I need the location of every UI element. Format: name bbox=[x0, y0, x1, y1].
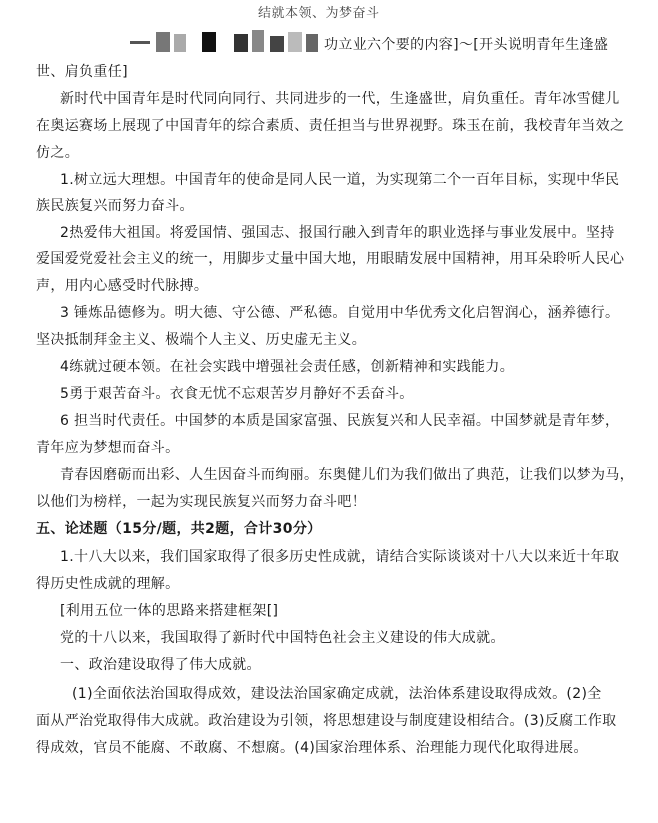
text-line: 青年应为梦想而奋斗。 bbox=[36, 440, 180, 456]
text-line: 世、肩负重任] bbox=[36, 64, 128, 80]
list-item: 2热爱伟大祖国。将爱国情、强国志、报国行融入到青年的职业选择与事业发展中。坚持 bbox=[60, 225, 615, 241]
text-line: 爱国爱党爱社会主义的统一，用脚步丈量中国大地，用眼睛发展中国精神，用耳朵聆听人民心 bbox=[36, 251, 625, 267]
text-line: 以他们为榜样，一起为实现民族复兴而努力奋斗吧！ bbox=[36, 494, 367, 510]
redaction-block bbox=[130, 30, 320, 54]
subsection-heading: 一、政治建设取得了伟大成就。 bbox=[60, 657, 261, 673]
list-item: 3 锤炼品德修为。明大德、守公德、严私德。自觉用中华优秀文化启智润心，涵养德行。 bbox=[60, 305, 620, 321]
section-heading: 五、论述题（15分/题，共2题，合计30分） bbox=[36, 521, 322, 537]
text-line: 面从严治党取得伟大成就。政治建设为引领，将思想建设与制度建设相结合。(3)反腐工作取 bbox=[36, 713, 617, 729]
text-line: 功立业六个要的内容]～[开头说明青年生逢盛 bbox=[324, 37, 609, 53]
question-text: 1.十八大以来，我们国家取得了很多历史性成就，请结合实际谈谈对十八大以来近十年取 bbox=[60, 549, 620, 565]
list-item: 5勇于艰苦奋斗。衣食无忧不忘艰苦岁月静好不丢奋斗。 bbox=[60, 386, 414, 402]
text-line: 坚决抵制拜金主义、极端个人主义、历史虚无主义。 bbox=[36, 332, 367, 348]
text-line: 得成效，官员不能腐、不敢腐、不想腐。(4)国家治理体系、治理能力现代化取得进展。 bbox=[36, 740, 588, 756]
text-line: 声，用内心感受时代脉搏。 bbox=[36, 278, 209, 294]
text-line: 仿之。 bbox=[36, 145, 80, 161]
page-heading: 结就本领、为梦奋斗 bbox=[258, 6, 380, 21]
text-line: (1)全面依法治国取得成效，建设法治国家确定成就，法治体系建设取得成效。(2)全 bbox=[72, 686, 602, 702]
list-item: 4练就过硬本领。在社会实践中增强社会责任感，创新精神和实践能力。 bbox=[60, 359, 515, 375]
list-item: 1.树立远大理想。中国青年的使命是同人民一道，为实现第二个一百年目标，实现中华民 bbox=[60, 172, 620, 188]
text-line: 在奥运赛场上展现了中国青年的综合素质、责任担当与世界视野。珠玉在前，我校青年当效之 bbox=[36, 118, 625, 134]
text-line: [利用五位一体的思路来搭建框架[] bbox=[60, 603, 279, 619]
list-item: 6 担当时代责任。中国梦的本质是国家富强、民族复兴和人民幸福。中国梦就是青年梦， bbox=[60, 413, 620, 429]
text-line: 族民族复兴而努力奋斗。 bbox=[36, 198, 194, 214]
text-line: 党的十八以来，我国取得了新时代中国特色社会主义建设的伟大成就。 bbox=[60, 630, 505, 646]
text-line: 新时代中国青年是时代同向同行、共同进步的一代，生逢盛世，肩负重任。青年冰雪健儿 bbox=[60, 91, 620, 107]
question-text: 得历史性成就的理解。 bbox=[36, 576, 180, 592]
text-line: 青春因磨砺而出彩、人生因奋斗而绚丽。东奥健儿们为我们做出了典范，让我们以梦为马， bbox=[60, 467, 634, 483]
